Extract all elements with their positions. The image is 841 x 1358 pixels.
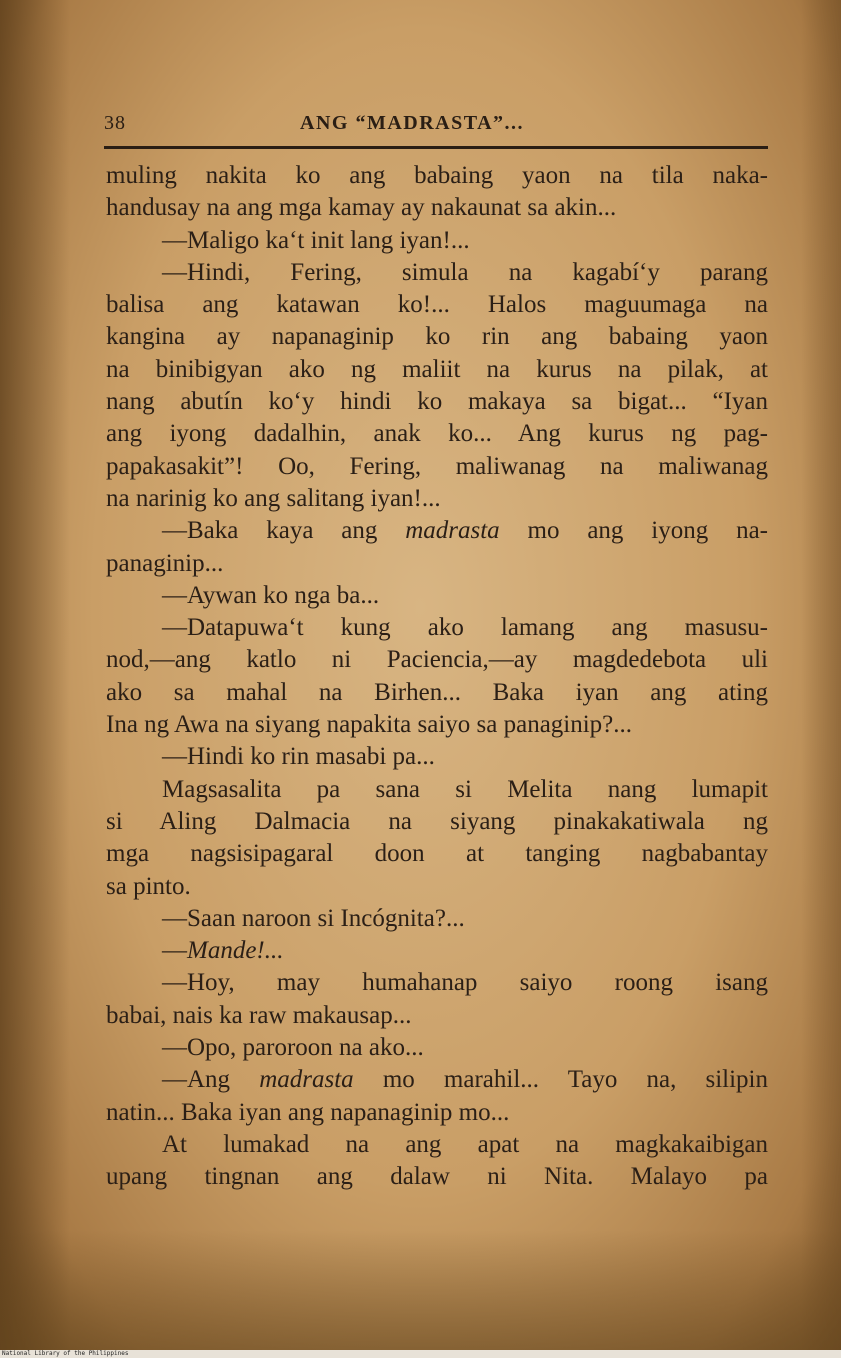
text-line: —Maligo ka‘t init lang iyan!...	[162, 226, 470, 254]
text-line: ako sa mahal na Birhen... Baka iyan ang ating	[106, 678, 768, 706]
text-line: —Opo, paroroon na ako...	[162, 1034, 424, 1062]
text-line: —Hindi, Fering, simula na kagabí‘y parang	[162, 258, 768, 286]
text-line: muling nakita ko ang babaing yaon na tila naka-	[106, 162, 768, 189]
running-header	[104, 112, 768, 142]
text-line: si Aling Dalmacia na siyang pinakakatiwala ng	[106, 807, 768, 835]
text-line: —Hindi ko rin masabi pa...	[162, 743, 435, 771]
text-line: Magsasalita pa sana si Melita nang lumapit	[162, 775, 768, 803]
header-rule	[104, 146, 768, 149]
text-line: na binibigyan ako ng maliit na kurus na pilak, at	[106, 355, 768, 383]
text-line: nang abutín ko‘y hindi ko makaya sa bigat... “Iyan	[106, 388, 768, 416]
italic-word: Mande!...	[187, 937, 284, 965]
text-line: Ina ng Awa na siyang napakita saiyo sa panaginip?...	[106, 711, 633, 739]
text-line: kangina ay napanaginip ko rin ang babaing yaon	[106, 323, 768, 351]
text-segment: —Ang	[162, 1066, 260, 1094]
text-line	[106, 1064, 768, 1096]
text-line: —Aywan ko nga ba...	[162, 581, 380, 609]
text-line: sa pinto.	[106, 872, 191, 900]
text-line	[106, 935, 768, 967]
running-title: ANG “MADRASTA”...	[300, 112, 525, 134]
text-line: babai, nais ka raw makausap...	[106, 1001, 412, 1029]
text-segment: mo ang iyong na-	[499, 517, 768, 545]
text-line: panaginip...	[106, 549, 224, 577]
page-number: 38	[104, 112, 126, 134]
text-line: mga nagsisipagaral doon at tanging nagbabantay	[106, 840, 768, 868]
text-line: At lumakad na ang apat na magkakaibigan	[162, 1130, 768, 1158]
text-line: nod,—ang katlo ni Paciencia,—ay magdedebota uli	[106, 646, 768, 674]
italic-word: madrasta	[405, 517, 500, 545]
page-shadow-left	[0, 0, 70, 1350]
text-segment: mo marahil... Tayo na, silipin	[353, 1066, 768, 1094]
page-shadow-right	[801, 0, 841, 1350]
text-line: handusay na ang mga kamay ay nakaunat sa akin...	[106, 194, 617, 222]
text-line: natin... Baka iyan ang napanaginip mo...	[106, 1098, 510, 1126]
italic-word: madrasta	[259, 1066, 354, 1094]
text-line: upang tingnan ang dalaw ni Nita. Malayo pa	[106, 1163, 768, 1191]
library-credit: National Library of the Philippines	[0, 1350, 841, 1358]
text-line	[106, 515, 768, 547]
text-line: balisa ang katawan ko!... Halos maguumaga na	[106, 291, 768, 319]
text-line: —Datapuwa‘t kung ako lamang ang masusu-	[162, 614, 768, 642]
body-text	[106, 160, 768, 1194]
text-line: papakasakit”! Oo, Fering, maliwanag na maliwanag	[106, 452, 768, 480]
text-line: —Hoy, may humahanap saiyo roong isang	[162, 969, 768, 997]
page-shadow-bottom	[0, 1230, 841, 1350]
text-line: ang iyong dadalhin, anak ko... Ang kurus ng pag-	[106, 420, 768, 448]
text-line: —Saan naroon si Incógnita?...	[162, 904, 465, 932]
text-segment: —Baka kaya ang	[162, 517, 406, 545]
text-segment: —	[162, 937, 187, 965]
text-line: na narinig ko ang salitang iyan!...	[106, 484, 441, 512]
